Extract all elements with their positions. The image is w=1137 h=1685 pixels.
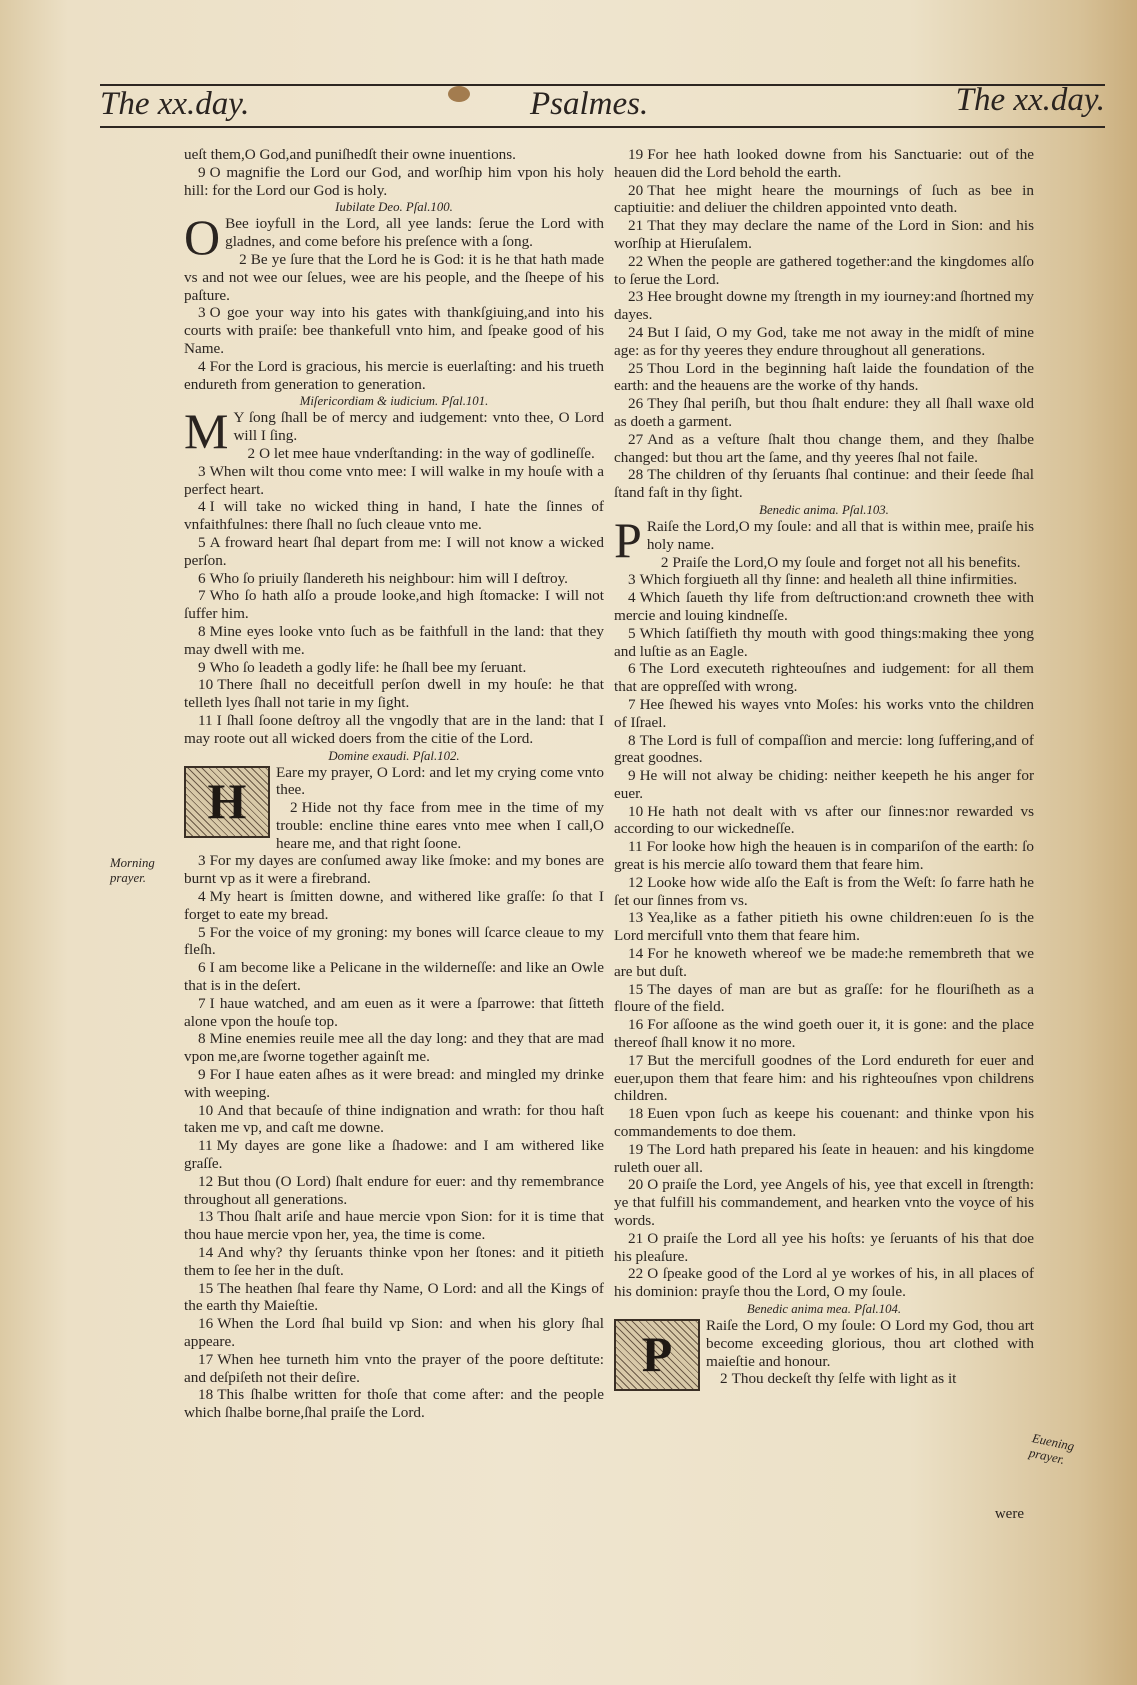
verse-number: 18 bbox=[628, 1105, 644, 1123]
verse bbox=[614, 182, 1034, 218]
verse-number: 4 bbox=[198, 888, 206, 906]
verse-number: 2 bbox=[720, 1370, 728, 1388]
verse bbox=[184, 1173, 604, 1209]
verse-text: Euen vpon ſuch as keepe his couenant: and thinke vpon his commandements to doe them. bbox=[614, 1105, 1034, 1141]
drop-cap-initial: M bbox=[184, 403, 229, 460]
verse bbox=[614, 466, 1034, 502]
verse-text: I haue watched, and am euen as it were a ſparrowe: that ſitteth alone vpon the houſe top. bbox=[184, 994, 604, 1030]
verse-text: Y ſong ſhall be of mercy and iudgement: vnto thee, O Lord will I ſing. bbox=[233, 409, 604, 445]
verse-number: 11 bbox=[198, 1137, 213, 1155]
verse-text: O praiſe the Lord, yee Angels of his, yee that excell in ſtrength: ye that fulfill his commandement, and hearken vnto the voyce of his words. bbox=[614, 1176, 1034, 1230]
verse-number: 8 bbox=[198, 622, 206, 640]
verse-text: I ſhall ſoone deſtroy all the vngodly that are in the land: that I may roote out all wicked doers from the citie of the Lord. bbox=[184, 711, 604, 747]
verse-number: 10 bbox=[198, 1101, 214, 1119]
verse bbox=[184, 164, 604, 200]
verse bbox=[184, 1030, 604, 1066]
verse-number: 5 bbox=[198, 923, 206, 941]
verse-text: That they may declare the name of the Lord in Sion: and his worſhip at Hieruſalem. bbox=[614, 217, 1034, 252]
verse-text: Who ſo leadeth a godly life: he ſhall bee my ſeruant. bbox=[209, 658, 527, 676]
verse-text: For the Lord is gracious, his mercie is euerlaſting: and his trueth endureth from generation to generation. bbox=[184, 357, 604, 393]
verse bbox=[614, 288, 1034, 324]
verse bbox=[184, 1244, 604, 1280]
verse-text: The dayes of man are but as graſſe: for he flouriſheth as a floure of the field. bbox=[614, 980, 1034, 1016]
verse-number: 3 bbox=[628, 571, 636, 589]
verse-number: 8 bbox=[628, 731, 636, 749]
verse-number: 16 bbox=[198, 1315, 214, 1333]
verse bbox=[614, 803, 1034, 839]
verse-number: 7 bbox=[198, 587, 206, 605]
verse bbox=[184, 712, 604, 748]
verse bbox=[184, 1351, 604, 1387]
verse-number: 17 bbox=[628, 1051, 644, 1069]
verse-text: Mine enemies reuile mee all the day long: and they that are mad vpon me,are ſworne together againſt me. bbox=[184, 1030, 604, 1066]
verse bbox=[614, 1176, 1034, 1229]
verse bbox=[184, 570, 604, 588]
verse-text: Thou ſhalt ariſe and haue mercie vpon Sion: for it is time that thou haue mercie vpon her, yea, the time is come. bbox=[184, 1208, 604, 1244]
verse-text: Thou deckeſt thy ſelfe with light as it bbox=[731, 1370, 957, 1388]
verse-text: The Lord is full of compaſſion and mercie: long ſuffering,and of great goodnes. bbox=[614, 731, 1034, 767]
verse bbox=[614, 1052, 1034, 1105]
verse bbox=[184, 1102, 604, 1138]
verse bbox=[614, 945, 1034, 981]
verse bbox=[614, 431, 1034, 467]
verse-number: 25 bbox=[628, 359, 644, 377]
verse-number: 18 bbox=[198, 1386, 214, 1404]
verse-text: He hath not dealt with vs after our ſinnes:nor rewarded vs according to our wickedneſſe. bbox=[614, 802, 1034, 838]
verse-number: 20 bbox=[628, 181, 644, 199]
header-right: The xx.day. bbox=[955, 82, 1105, 118]
verse-text: When the Lord ſhal build vp Sion: and when his glory ſhal appeare. bbox=[184, 1315, 604, 1350]
verse-number: 10 bbox=[198, 676, 214, 694]
verse-number: 5 bbox=[198, 533, 206, 551]
verse-number: 12 bbox=[628, 873, 644, 891]
verse-text: But the mercifull goodnes of the Lord endureth for euer and euer,upon them that feare him: and his righteouſnes vpon childrens children. bbox=[614, 1051, 1034, 1105]
verse-text: A froward heart ſhal depart from me: I will not know a wicked perſon. bbox=[184, 533, 604, 569]
verse-number: 9 bbox=[198, 1066, 206, 1084]
verse-number: 19 bbox=[628, 146, 644, 163]
verse-number: 13 bbox=[628, 909, 644, 927]
verse bbox=[184, 1137, 604, 1173]
verse-text: Hee ſhewed his wayes vnto Moſes: his works vnto the children of Iſrael. bbox=[614, 695, 1034, 731]
verse bbox=[184, 852, 604, 888]
verse-number: 4 bbox=[198, 498, 206, 516]
verse-number: 20 bbox=[628, 1176, 644, 1194]
verse-number: 6 bbox=[198, 569, 206, 587]
verse-number: 11 bbox=[198, 711, 213, 729]
verse-text: That hee might heare the mournings of ſuch as bee in captiuitie: and deliuer the children appointed vnto death. bbox=[614, 181, 1034, 217]
verse bbox=[184, 1280, 604, 1316]
verse bbox=[184, 1386, 604, 1422]
verse bbox=[614, 589, 1034, 625]
verse-number: 9 bbox=[198, 658, 206, 676]
verse bbox=[614, 838, 1034, 874]
verse-text: For I haue eaten aſhes as it were bread: and mingled my drinke with weeping. bbox=[184, 1066, 604, 1101]
verse-text: Praiſe the Lord,O my ſoule and forget not all his benefits. bbox=[672, 553, 1021, 571]
verse-number: 10 bbox=[628, 802, 644, 820]
verse bbox=[614, 253, 1034, 289]
verse bbox=[184, 959, 604, 995]
verse-text: And as a veſture ſhalt thou change them, and they ſhalbe changed: but thou art the ſame, and thy yeeres ſhal not faile. bbox=[614, 430, 1034, 466]
right-column bbox=[614, 146, 1034, 1391]
verse bbox=[614, 217, 1034, 253]
verse-text: Looke how wide alſo the Eaſt is from the Weſt: ſo farre hath he ſet our ſinnes from vs. bbox=[614, 873, 1034, 909]
left-column bbox=[184, 146, 604, 1422]
verse bbox=[184, 888, 604, 924]
verse bbox=[184, 587, 604, 623]
verse-number: 16 bbox=[628, 1016, 644, 1034]
running-header bbox=[100, 70, 1105, 132]
verse bbox=[614, 554, 1034, 572]
verse-number: 7 bbox=[198, 994, 206, 1012]
verse bbox=[614, 767, 1034, 803]
verse bbox=[184, 463, 604, 499]
psalm-heading: Miſericordiam & iudicium. Pſal.101. bbox=[299, 394, 489, 409]
verse bbox=[614, 1230, 1034, 1266]
verse-text: Hee brought downe my ſtrength in my iourney:and ſhortned my dayes. bbox=[614, 288, 1034, 324]
verse-number: 17 bbox=[198, 1350, 214, 1368]
verse-text: Bee ioyfull in the Lord, all yee lands: ſerue the Lord with gladnes, and come before his preſence with a ſong. bbox=[225, 215, 604, 251]
verse-text: Yea,like as a father pitieth his owne children:euen ſo is the Lord mercifull vnto them that feare him. bbox=[614, 909, 1034, 945]
verse-number: 2 bbox=[239, 250, 247, 268]
verse-text: Be ye ſure that the Lord he is God: it is he that hath made vs and not wee our ſelues, wee are his people, and the ſheepe of his paſture. bbox=[184, 250, 604, 304]
verse-text: Thou Lord in the beginning haſt laide the foundation of the earth: and the heauens are the worke of thy hands. bbox=[614, 359, 1034, 395]
verse-text: My heart is ſmitten downe, and withered like graſſe: ſo that I forget to eate my bread. bbox=[184, 888, 604, 923]
verse-text: This ſhalbe written for thoſe that come after: and the people which ſhalbe borne,ſhal praiſe the Lord. bbox=[184, 1386, 604, 1422]
verse-text: For the voice of my groning: my bones will ſcarce cleaue to my fleſh. bbox=[184, 923, 604, 959]
verse bbox=[614, 1265, 1034, 1301]
verse-text: He will not alway be chiding: neither keepeth he his anger for euer. bbox=[614, 767, 1034, 802]
verse bbox=[184, 445, 604, 463]
verse-text: O ſpeake good of the Lord al ye workes of his, in all places of his dominion: prayſe thou the Lord, O my ſoule. bbox=[614, 1265, 1034, 1301]
verse-number: 2 bbox=[247, 444, 256, 462]
verse bbox=[614, 874, 1034, 910]
verse bbox=[614, 146, 1034, 182]
verse-text: O magnifie the Lord our God, and worſhip him vpon his holy hill: for the Lord our God is holy. bbox=[184, 163, 604, 199]
verse-number: 26 bbox=[628, 395, 644, 413]
drop-cap-initial: P bbox=[614, 1319, 700, 1391]
verse-text: Which forgiueth all thy ſinne: and healeth all thine infirmities. bbox=[639, 571, 1018, 589]
verse-text: The Lord hath prepared his ſeate in heauen: and his kingdome ruleth ouer all. bbox=[614, 1140, 1034, 1176]
drop-cap-initial: H bbox=[184, 766, 270, 838]
verse-number: 15 bbox=[198, 1279, 214, 1297]
verse-number: 8 bbox=[198, 1030, 206, 1048]
header-rule-bottom bbox=[100, 126, 1105, 128]
verse-number: 11 bbox=[628, 838, 643, 856]
verse-text: Eare my prayer, O Lord: and let my crying come vnto thee. bbox=[276, 763, 604, 799]
verse-text: For he knoweth whereof we be made:he remembreth that we are but duſt. bbox=[614, 945, 1034, 980]
verse-text: My dayes are gone like a ſhadowe: and I am withered like graſſe. bbox=[184, 1137, 604, 1173]
verse bbox=[614, 360, 1034, 396]
verse bbox=[614, 1105, 1034, 1141]
verse bbox=[614, 696, 1034, 732]
verse-number: 3 bbox=[198, 852, 206, 870]
verse-number: 9 bbox=[198, 163, 206, 181]
verse-text: Who ſo hath alſo a proude looke,and high ſtomacke: I will not ſuffer him. bbox=[184, 587, 604, 623]
verse-text: The Lord executeth righteouſnes and iudgement: for all them that are oppreſſed with wrong. bbox=[614, 660, 1034, 696]
verse-text: The children of thy ſeruants ſhal continue: and their ſeede ſhal ſtand faſt in thy ſight. bbox=[614, 466, 1034, 502]
verse-number: 2 bbox=[660, 553, 669, 571]
verse bbox=[184, 1315, 604, 1351]
verse-text: And why? thy ſeruants thinke vpon her ſtones: and it pitieth them to ſee her in the duſt. bbox=[184, 1244, 604, 1279]
verse bbox=[614, 660, 1034, 696]
verse bbox=[614, 395, 1034, 431]
verse-text: But I ſaid, O my God, take me not away in the midſt of mine age: as for thy yeeres they endure throughout all generations. bbox=[614, 323, 1034, 359]
verse-text: Who ſo priuily ſlandereth his neighbour: him will I deſtroy. bbox=[209, 569, 568, 587]
verse-text: Mine eyes looke vnto ſuch as be faithfull in the land: that they may dwell with me. bbox=[184, 622, 604, 658]
verse-number: 15 bbox=[628, 980, 644, 998]
verse-number: 4 bbox=[198, 357, 206, 375]
verse-text: Which ſaueth thy life from deſtruction:and crowneth thee with mercie and louing kindneſſe. bbox=[614, 589, 1034, 624]
drop-cap-initial: O bbox=[184, 209, 221, 266]
verse bbox=[184, 1066, 604, 1102]
header-title: Psalmes. bbox=[530, 86, 649, 122]
verse-text: Raiſe the Lord, O my ſoule: O Lord my God, thou art become exceeding glorious, thou art clothed with maieſtie and honour. bbox=[706, 1317, 1034, 1370]
verse-number: 27 bbox=[628, 430, 644, 448]
verse bbox=[184, 358, 604, 394]
verse-text: O goe your way into his gates with thankſgiuing,and into his courts with praiſe: bee thankefull vnto him, and ſpeake good of his Name. bbox=[184, 304, 604, 357]
verse bbox=[184, 924, 604, 960]
verse bbox=[184, 304, 604, 357]
verse-number: 22 bbox=[628, 1265, 644, 1283]
verse bbox=[184, 498, 604, 534]
margin-note-morning: Morning prayer. bbox=[110, 856, 155, 885]
verse-number: 14 bbox=[198, 1244, 214, 1262]
verse-number: 21 bbox=[628, 217, 644, 235]
psalm-heading: Iubilate Deo. Pſal.100. bbox=[335, 200, 453, 215]
verse-number: 12 bbox=[198, 1172, 214, 1190]
verse-number: 22 bbox=[628, 252, 644, 270]
verse-number: 28 bbox=[628, 466, 644, 484]
verse-text: They ſhal periſh, but thou ſhalt endure: they all ſhall waxe old as doeth a garment. bbox=[614, 395, 1034, 430]
verse-number: 7 bbox=[628, 695, 636, 713]
verse bbox=[614, 732, 1034, 768]
verse-number: 4 bbox=[628, 589, 636, 607]
catchword: were bbox=[994, 1506, 1024, 1522]
verse-text: Raiſe the Lord,O my ſoule: and all that is within mee, praiſe his holy name. bbox=[646, 517, 1034, 553]
verse-number: 21 bbox=[628, 1229, 644, 1247]
verse-text: For hee hath looked downe from his Sanctuarie: out of the heauen did the Lord behold the earth. bbox=[614, 146, 1034, 181]
verse-text: When hee turneth him vnto the prayer of the poore deſtitute: and deſpiſeth not their deſire. bbox=[184, 1350, 604, 1386]
verse-number: 14 bbox=[628, 945, 644, 963]
drop-cap-initial: P bbox=[614, 511, 642, 568]
verse-number: 3 bbox=[198, 462, 206, 480]
verse-text: Which ſatiſfieth thy mouth with good things:making thee yong and luſtie as an Eagle. bbox=[614, 624, 1034, 660]
verse-text: Hide not thy face from mee in the time of my trouble: encline thine eares vnto mee when I call,O heare me, and that right ſoone. bbox=[276, 799, 604, 852]
verse-number: 24 bbox=[628, 323, 644, 341]
verse-number: 9 bbox=[628, 767, 636, 785]
verse-text: O let mee haue vnderſtanding: in the way of godlineſſe. bbox=[259, 444, 595, 462]
verse bbox=[184, 146, 604, 164]
verse-text: O praiſe the Lord all yee his hoſts: ye ſeruants of his that doe his pleaſure. bbox=[614, 1229, 1034, 1265]
verse bbox=[614, 981, 1034, 1017]
verse-text: When the people are gathered together:and the kingdomes alſo to ſerue the Lord. bbox=[614, 252, 1034, 288]
verse-text: I am become like a Pelicane in the wilderneſſe: and like an Owle that is in the deſert. bbox=[184, 959, 604, 995]
verse-number: 3 bbox=[198, 304, 206, 322]
verse-number: 2 bbox=[290, 799, 298, 817]
verse bbox=[614, 324, 1034, 360]
verse-text: For my dayes are conſumed away like ſmoke: and my bones are burnt vp as it were a firebrand. bbox=[184, 852, 604, 888]
verse-number: 23 bbox=[628, 288, 644, 306]
verse-text: I will take no wicked thing in hand, I hate the ſinnes of vnfaithfulnes: there ſhall no ſuch cleaue vnto me. bbox=[184, 498, 604, 534]
verse bbox=[184, 659, 604, 677]
verse bbox=[614, 571, 1034, 589]
header-left: The xx.day. bbox=[100, 86, 250, 122]
verse-text: For aſſoone as the wind goeth ouer it, it is gone: and the place thereof ſhall know it no more. bbox=[614, 1016, 1034, 1052]
verse-text: When wilt thou come vnto mee: I will walke in my houſe with a perfect heart. bbox=[184, 462, 604, 498]
verse-number: 6 bbox=[198, 959, 206, 977]
verse-number: 13 bbox=[198, 1208, 214, 1226]
margin-note-evening: Euening prayer. bbox=[1027, 1431, 1076, 1467]
verse-number: 5 bbox=[628, 624, 636, 642]
verse bbox=[184, 534, 604, 570]
verse bbox=[184, 995, 604, 1031]
verse bbox=[614, 625, 1034, 661]
verse bbox=[184, 676, 604, 712]
verse bbox=[184, 1208, 604, 1244]
verse-text: For looke how high the heauen is in compariſon of the earth: ſo great is his mercie alſo toward them that feare him. bbox=[614, 838, 1034, 874]
verse-text: ueſt them,O God,and puniſhedſt their owne inuentions. bbox=[184, 146, 516, 163]
psalm-heading: Benedic anima. Pſal.103. bbox=[759, 502, 889, 517]
verse-text: And that becauſe of thine indignation and wrath: for thou haſt taken me vp, and caſt me downe. bbox=[184, 1101, 604, 1137]
verse bbox=[184, 623, 604, 659]
verse-text: There ſhall no deceitfull perſon dwell in my houſe: he that telleth lyes ſhall not tarie in my ſight. bbox=[184, 676, 604, 712]
verse-number: 19 bbox=[628, 1140, 644, 1158]
psalm-heading: Domine exaudi. Pſal.102. bbox=[328, 748, 460, 763]
verse bbox=[184, 251, 604, 304]
psalm-opening-verse bbox=[184, 209, 604, 266]
verse-text: The heathen ſhal feare thy Name, O Lord: and all the Kings of the earth thy Maieſtie. bbox=[184, 1279, 604, 1315]
verse bbox=[614, 1141, 1034, 1177]
ink-stain bbox=[448, 86, 470, 102]
verse bbox=[614, 909, 1034, 945]
verse-text: But thou (O Lord) ſhalt endure for euer: and thy remembrance throughout all generations. bbox=[184, 1172, 604, 1208]
verse bbox=[614, 1016, 1034, 1052]
psalm-heading: Benedic anima mea. Pſal.104. bbox=[746, 1302, 902, 1316]
verse-number: 6 bbox=[628, 660, 636, 678]
